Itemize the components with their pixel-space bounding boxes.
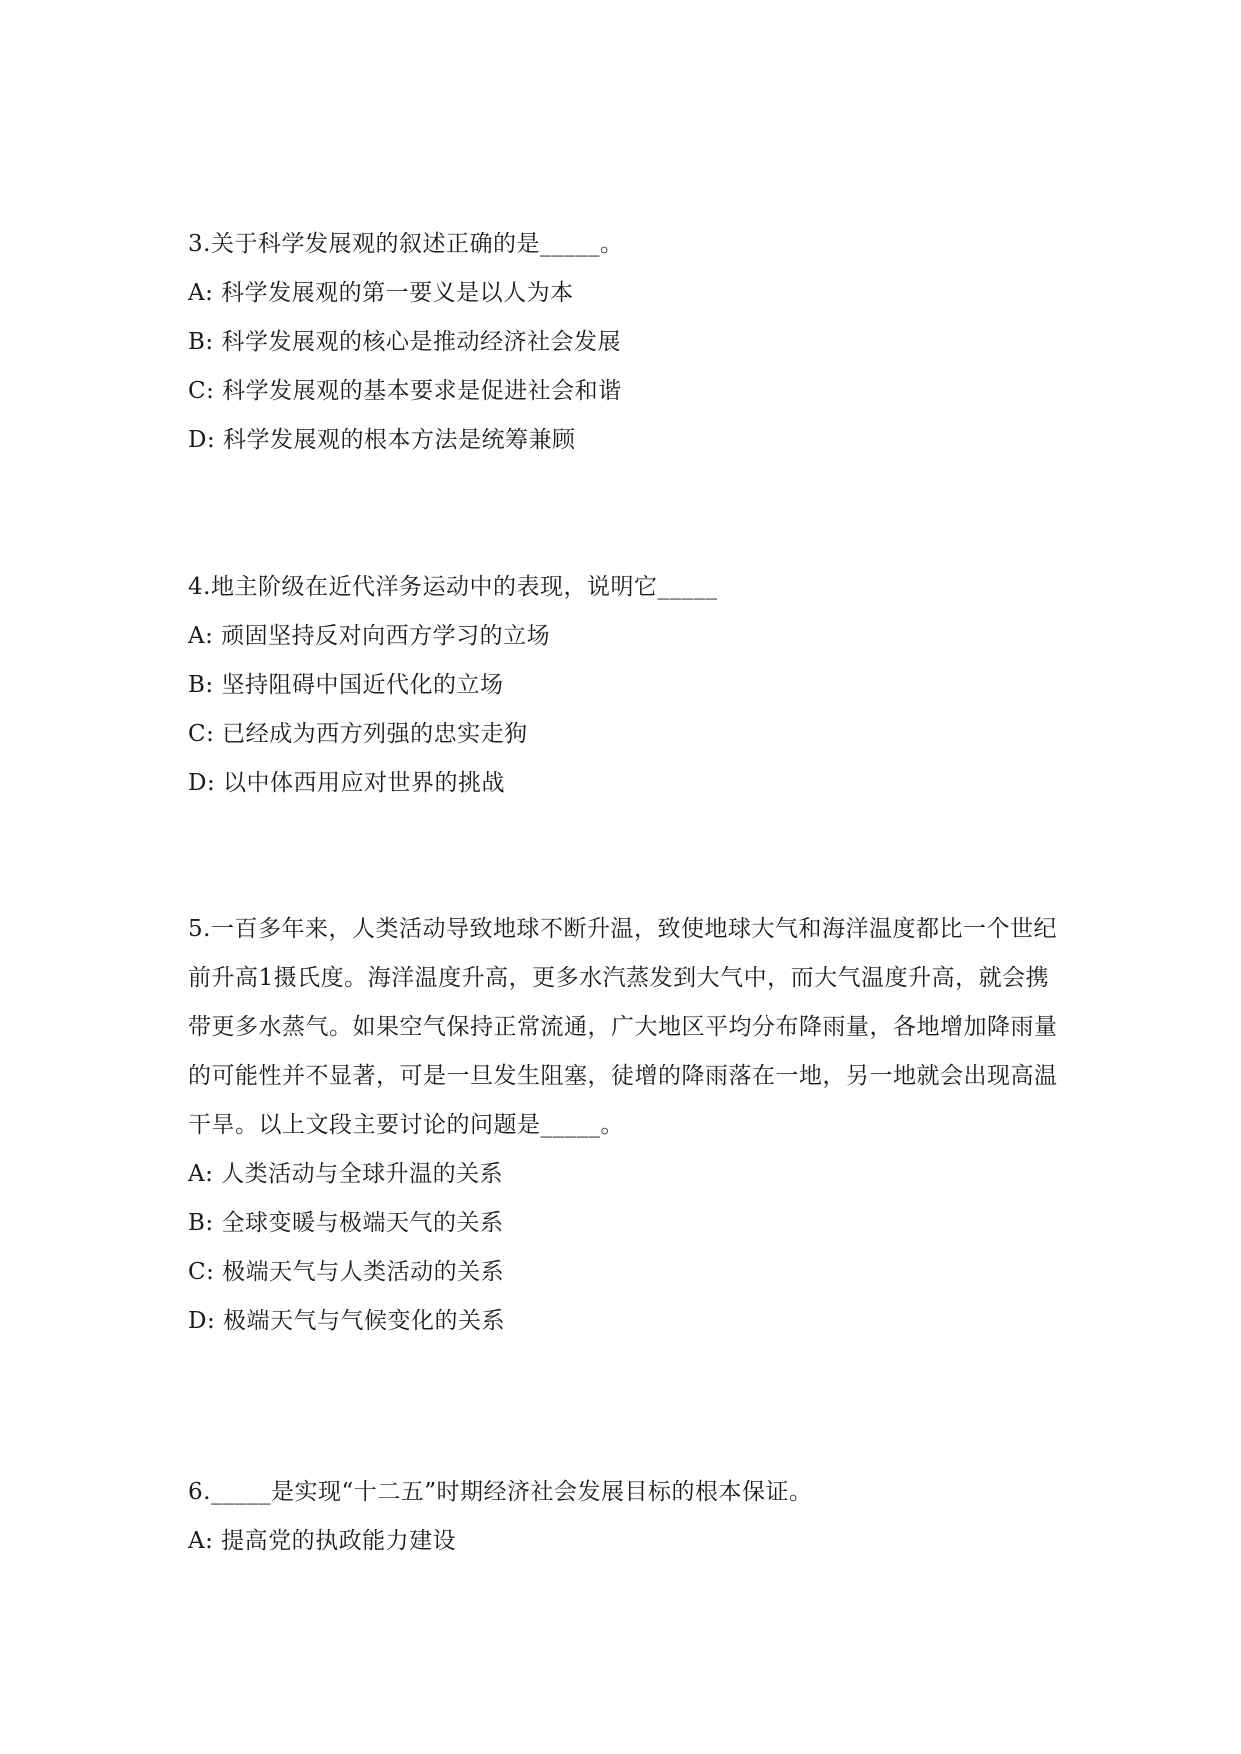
option-b: B: 坚持阻碍中国近代化的立场 [188, 672, 504, 698]
option-c: C: 极端天气与人类活动的关系 [188, 1259, 505, 1285]
question-stem: 5.一百多年来，人类活动导致地球不断升温，致使地球大气和海洋温度都比一个世纪前升高1摄氏度。海洋温度升高，更多水汽蒸发到大气中，而大气温度升高，就会携带更多水蒸气。如果空气保持正常流通，广大地区平均分布降雨量，各地增加降雨量的可能性并不显著，可是一旦发生阻塞，徒增的降雨落在一地，另一地就会出现高温干旱。以上文段主要讨论的问题是_____。 [188, 916, 1058, 1138]
question-3 [188, 220, 1068, 465]
option-b: B: 科学发展观的核心是推动经济社会发展 [188, 329, 621, 355]
option-a: A: 提高党的执政能力建设 [188, 1528, 457, 1554]
question-5 [188, 905, 1068, 1346]
option-d: D: 以中体西用应对世界的挑战 [188, 770, 506, 796]
question-stem: 3.关于科学发展观的叙述正确的是_____。 [188, 231, 624, 257]
question-4 [188, 563, 1068, 808]
question-6 [188, 1468, 1068, 1566]
option-d: D: 科学发展观的根本方法是统筹兼顾 [188, 427, 576, 453]
question-stem: 4.地主阶级在近代洋务运动中的表现，说明它_____ [188, 574, 718, 600]
option-b: B: 全球变暖与极端天气的关系 [188, 1210, 504, 1236]
option-d: D: 极端天气与气候变化的关系 [188, 1308, 506, 1334]
question-stem: 6._____是实现“十二五”时期经济社会发展目标的根本保证。 [188, 1479, 813, 1505]
option-a: A: 顽固坚持反对向西方学习的立场 [188, 623, 551, 649]
option-c: C: 已经成为西方列强的忠实走狗 [188, 721, 528, 747]
option-c: C: 科学发展观的基本要求是促进社会和谐 [188, 378, 622, 404]
option-a: A: 科学发展观的第一要义是以人为本 [188, 280, 574, 306]
option-a: A: 人类活动与全球升温的关系 [188, 1161, 504, 1187]
